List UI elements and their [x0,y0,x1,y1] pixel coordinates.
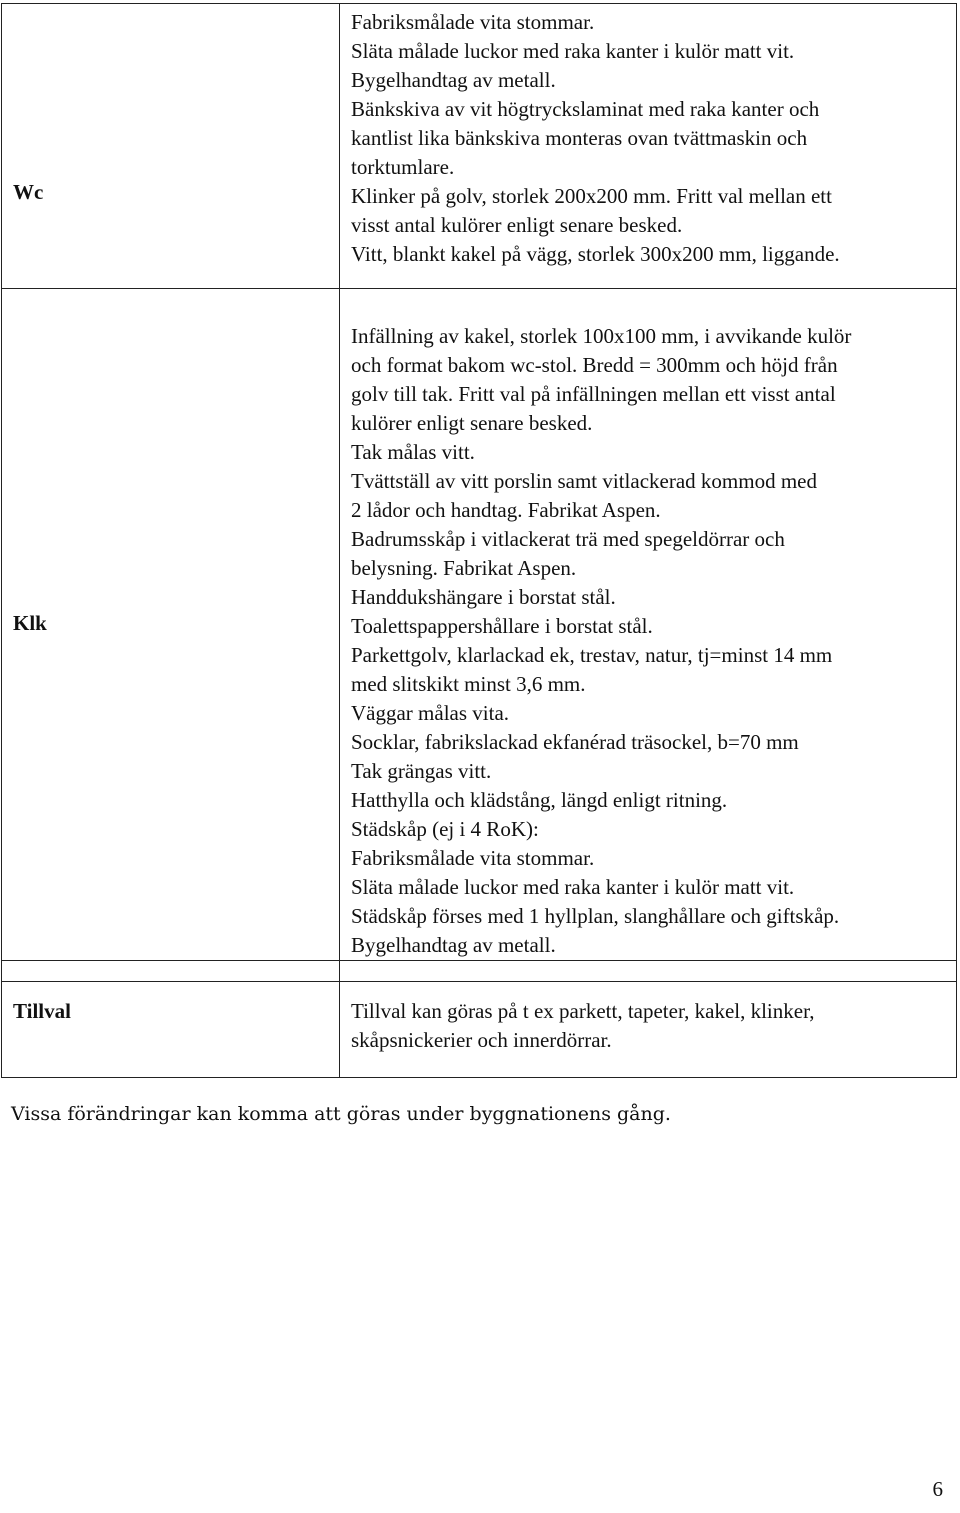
room-cell-wc [2,4,340,289]
wc-line: Badrumsskåp i vitlackerat trä med spegeldörrar och [351,527,785,551]
wc-line: Infällning av kakel, storlek 100x100 mm, i avvikande kulör [351,324,852,348]
spacer-cell [340,961,957,982]
specification-table [1,3,957,1078]
wc-line: Släta målade luckor med raka kanter i kulör matt vit. [351,39,795,63]
room-label-tillval: Tillval [13,999,71,1023]
wc-line: och format bakom wc-stol. Bredd = 300mm och höjd från [351,353,838,377]
wc-line: Klinker på golv, storlek 200x200 mm. Fritt val mellan ett [351,184,832,208]
table-row-spacer [2,961,957,982]
klk-line: Städskåp (ej i 4 RoK): [351,817,539,841]
description-cell-wc [340,4,957,289]
klk-line: Släta målade luckor med raka kanter i kulör matt vit. [351,875,795,899]
klk-line: Hatthylla och klädstång, längd enligt ritning. [351,788,728,812]
wc-line: kantlist lika bänkskiva monteras ovan tvättmaskin och [351,126,808,150]
page-number: 6 [932,1477,943,1501]
room-label-klk: Klk [13,611,47,635]
tillval-line: Tillval kan göras på t ex parkett, tapeter, kakel, klinker, [351,999,815,1023]
klk-line: Socklar, fabrikslackad ekfanérad träsockel, b=70 mm [351,730,799,754]
wc-line: belysning. Fabrikat Aspen. [351,556,577,580]
klk-line: Bygelhandtag av metall. [351,933,556,957]
wc-line: Bygelhandtag av metall. [351,68,556,92]
wc-line: kulörer enligt senare besked. [351,411,593,435]
wc-line: Bänkskiva av vit högtryckslaminat med raka kanter och [351,97,820,121]
wc-line: torktumlare. [351,155,455,179]
klk-line: Väggar målas vita. [351,701,510,725]
wc-line: Tak målas vitt. [351,440,475,464]
description-cell-klk [340,289,957,961]
wc-line: golv till tak. Fritt val på infällningen mellan ett visst antal [351,382,836,406]
klk-line: Fabriksmålade vita stommar. [351,846,595,870]
table-row-wc [2,4,957,289]
wc-line: 2 lådor och handtag. Fabrikat Aspen. [351,498,661,522]
table-row-klk [2,289,957,961]
description-cell-tillval [340,982,957,1078]
room-cell-tillval [2,982,340,1078]
klk-line: Tak grängas vitt. [351,759,492,783]
footer-note: Vissa förändringar kan komma att göras under byggnationens gång. [11,1103,671,1125]
klk-line: Parkettgolv, klarlackad ek, trestav, natur, tj=minst 14 mm [351,643,833,667]
wc-line: Handdukshängare i borstat stål. [351,585,616,609]
room-label-wc: Wc [13,180,44,204]
tillval-line: skåpsnickerier och innerdörrar. [351,1028,612,1052]
table-row-tillval [2,982,957,1078]
spacer-cell [2,961,340,982]
wc-line: Fabriksmålade vita stommar. [351,10,595,34]
klk-line: med slitskikt minst 3,6 mm. [351,672,586,696]
wc-line: visst antal kulörer enligt senare besked. [351,213,683,237]
spacer-line [351,293,956,322]
klk-line: Städskåp förses med 1 hyllplan, slanghållare och giftskåp. [351,904,840,928]
wc-line: Toalettspappershållare i borstat stål. [351,614,653,638]
room-cell-klk [2,289,340,961]
wc-line: Tvättställ av vitt porslin samt vitlackerad kommod med [351,469,817,493]
wc-line: Vitt, blankt kakel på vägg, storlek 300x200 mm, liggande. [351,242,840,266]
